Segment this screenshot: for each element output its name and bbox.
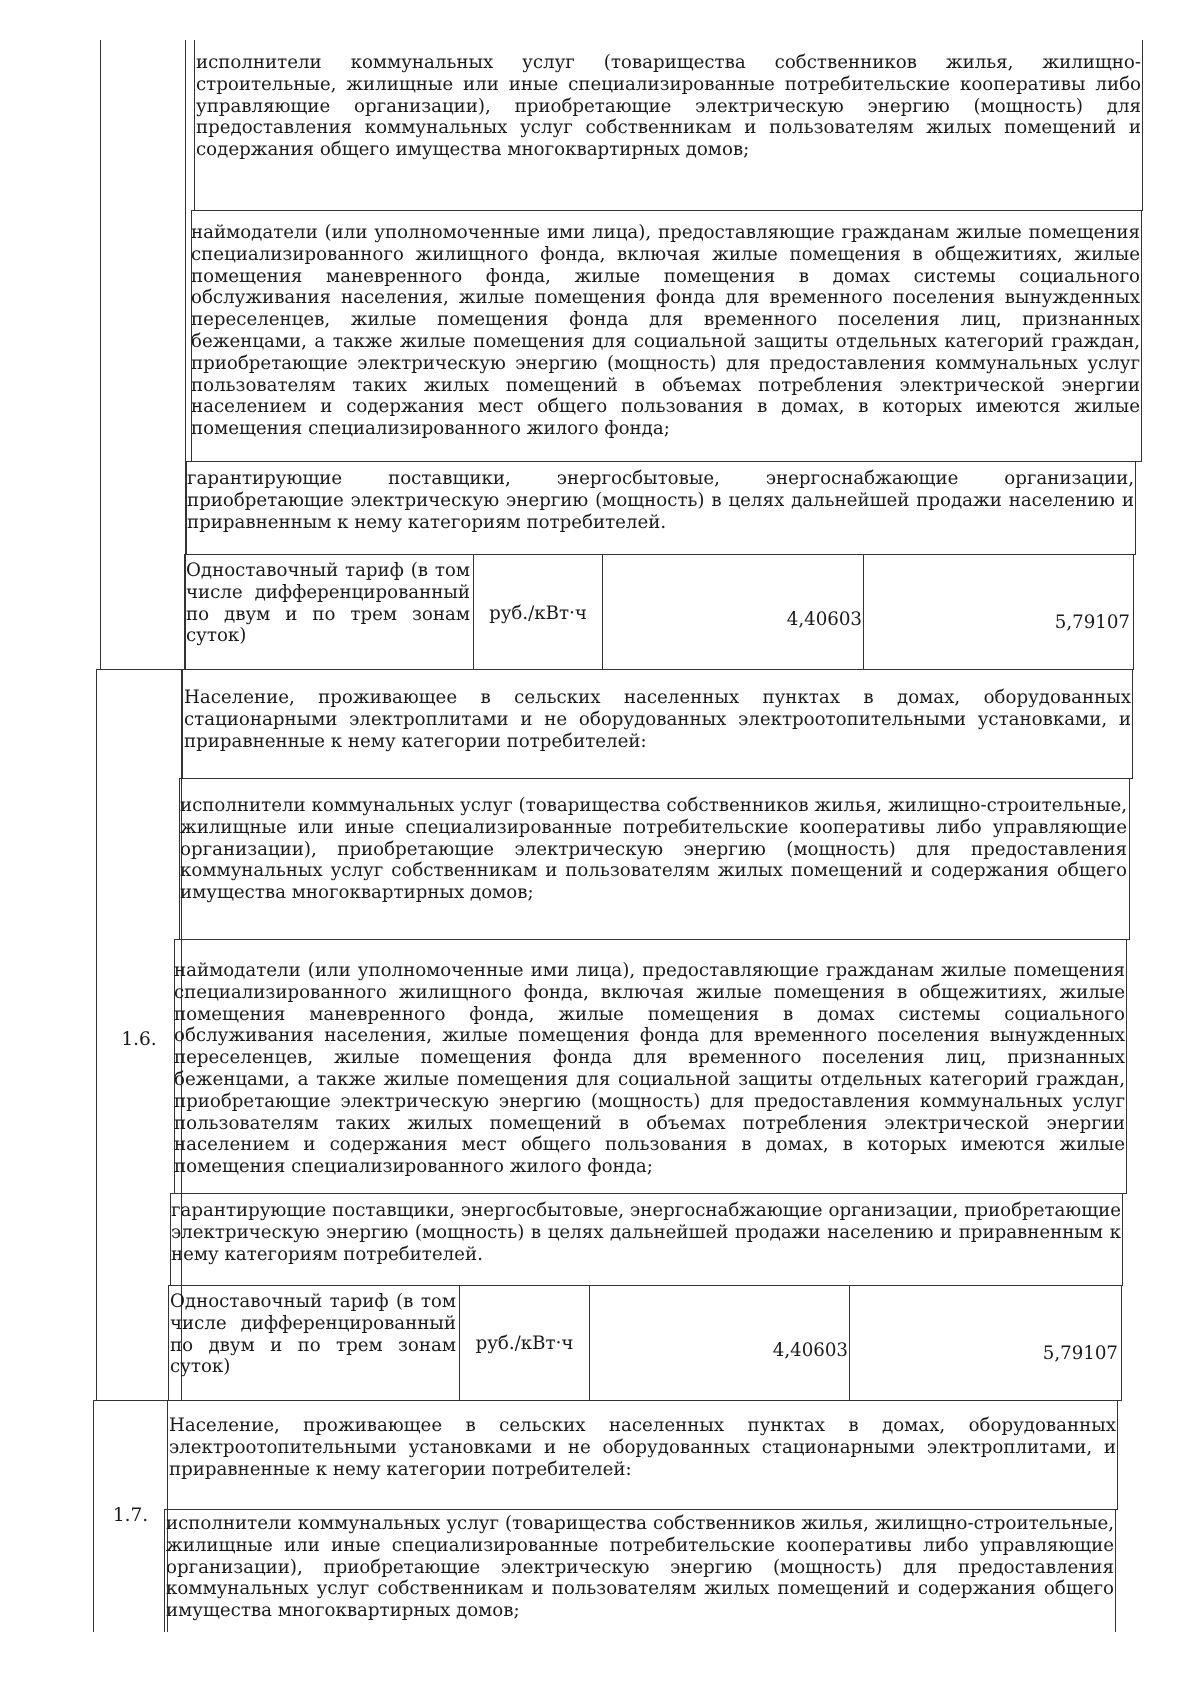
tariff-unit-1-6: руб./кВт·ч	[475, 1333, 574, 1354]
tariff-label: Одноставочный тариф (в том числе дифференцированный по двум и по трем зонам суток)	[186, 560, 470, 647]
tariff-value-1: 4,40603	[786, 609, 862, 630]
tariff-unit: руб./кВт·ч	[489, 603, 587, 624]
tariff-value-1-6-1: 4,40603	[772, 1340, 848, 1361]
consumer-text-2: наймодатели (или уполномоченные ими лица), предоставляющие гражданам жилые помещения специализированного жилищного фонда, включая жилые помещения в общежитиях, жилые помещения маневренного фонда, жилые помещения в домах системы социального обслуживания населения, жилые помещения фонда для временного поселения вынужденных переселенцев, жилые помещения фонда для временного поселения лиц, признанных беженцами, а также жилые помещения для социальной защиты отдельных категорий граждан, приобретающие электрическую энергию (мощность) для предоставления коммунальных услуг пользователям таких жилых помещений в объемах потребления электрической энергии населением и содержания мест общего пользования в домах, в которых имеются жилые помещения специализированного жилого фонда;	[191, 222, 1140, 440]
consumer-text-1-6-2: наймодатели (или уполномоченные ими лица), предоставляющие гражданам жилые помещения специализированного жилищного фонда, включая жилые помещения в общежитиях, жилые помещения маневренного фонда, жилые помещения в домах системы социального обслуживания населения, жилые помещения фонда для временного поселения вынужденных переселенцев, жилые помещения фонда для временного поселения лиц, признанных беженцами, а также жилые помещения для социальной защиты отдельных категорий граждан, приобретающие электрическую энергию (мощность) для предоставления коммунальных услуг пользователям таких жилых помещений в объемах потребления электрической энергии населением и содержания мест общего пользования в домах, в которых имеются жилые помещения специализированного жилого фонда;	[174, 960, 1125, 1178]
consumer-text-1-6-3: гарантирующие поставщики, энергосбытовые, энергоснабжающие организации, приобретающие электрическую энергию (мощность) в целях дальнейшей продажи населению и приравненным к нему категориям потребителей.	[171, 1200, 1121, 1265]
section-number-1-7: 1.7.	[112, 1504, 149, 1526]
consumer-text-1: исполнители коммунальных услуг (товарищества собственников жилья, жилищно-строительные, жилищные или иные специализированные потребительские кооперативы либо управляющие организации), приобретающие электрическую энергию (мощность) для предоставления коммунальных услуг собственникам и пользователям жилых помещений и содержания общего имущества многоквартирных домов;	[196, 52, 1141, 161]
tariff-value-1-6-2: 5,79107	[1042, 1343, 1118, 1364]
consumer-text-1-6-1: исполнители коммунальных услуг (товарищества собственников жилья, жилищно-строительные, жилищные или иные специализированные потребительские кооперативы либо управляющие организации), приобретающие электрическую энергию (мощность) для предоставления коммунальных услуг собственникам и пользователям жилых помещений и содержания общего имущества многоквартирных домов;	[180, 795, 1127, 904]
consumer-text-3: гарантирующие поставщики, энергосбытовые, энергоснабжающие организации, приобретающие электрическую энергию (мощность) в целях дальнейшей продажи населению и приравненным к нему категориям потребителей.	[187, 468, 1134, 533]
section-heading-1-7: Население, проживающее в сельских населенных пунктах в домах, оборудованных электроотопительными установками и не оборудованных стационарными электроплитами, и приравненные к нему категории потребителей:	[169, 1415, 1116, 1480]
section-number-1-6: 1.6.	[121, 1028, 157, 1050]
number-column-top	[100, 40, 186, 670]
tariff-label-1-6: Одноставочный тариф (в том числе дифференцированный по двум и по трем зонам суток)	[170, 1291, 456, 1378]
consumer-text-1-7-1: исполнители коммунальных услуг (товарищества собственников жилья, жилищно-строительные, жилищные или иные специализированные потребительские кооперативы либо управляющие организации), приобретающие электрическую энергию (мощность) для предоставления коммунальных услуг собственникам и пользователям жилых помещений и содержания общего имущества многоквартирных домов;	[166, 1513, 1114, 1622]
section-heading-1-6: Население, проживающее в сельских населенных пунктах в домах, оборудованных стационарными электроплитами и не оборудованных электроотопительными установками, и приравненные к нему категории потребителей:	[184, 687, 1131, 752]
tariff-value-2: 5,79107	[1054, 612, 1130, 633]
